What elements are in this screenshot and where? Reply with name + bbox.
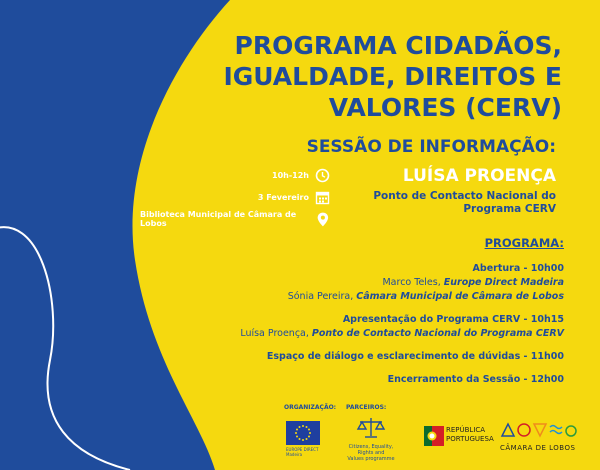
speaker-line-sonia	[144, 290, 564, 304]
speaker-role	[316, 190, 556, 216]
title-line-3: VALORES (CERV)	[328, 93, 562, 122]
footer-logos	[280, 404, 600, 470]
event-date: 3 Fevereiro	[257, 192, 309, 202]
event-time-row	[140, 164, 330, 186]
parceiros-label: PARCEIROS:	[346, 404, 387, 411]
europe-direct-line-1: EUROPE DIRECT	[286, 447, 319, 452]
speaker-luisa-org: Ponto de Contacto Nacional do Programa CERV	[311, 328, 564, 339]
program-item-apresentacao	[144, 313, 564, 341]
program-item-abertura	[144, 262, 564, 304]
event-location: Biblioteca Municipal de Câmara de Lobos	[140, 210, 297, 228]
abertura-heading: Abertura - 10h00	[472, 263, 564, 274]
dialogo-heading: Espaço de diálogo e esclarecimento de dúvidas - 11h00	[266, 351, 564, 362]
program-item-dialogo	[144, 350, 564, 364]
europe-direct-line-2: Madeira	[286, 452, 303, 457]
eu-stars-icon	[286, 421, 320, 445]
camara-de-lobos-logo	[496, 422, 576, 456]
speaker-marco-name: Marco Teles,	[382, 277, 444, 288]
program-title	[222, 30, 562, 123]
eu-flag-logo	[286, 421, 320, 445]
cerv-logo	[342, 416, 400, 466]
speaker-role-line-1: Ponto de Contacto Nacional do	[373, 190, 556, 202]
title-line-2: IGUALDADE, DIREITOS E	[223, 62, 562, 91]
event-location-row	[140, 208, 330, 230]
speaker-line-luisa	[144, 327, 564, 341]
calendar-icon	[315, 190, 330, 205]
scales-of-justice-icon	[356, 416, 386, 440]
camara-shapes-icon	[500, 422, 580, 438]
speaker-role-line-2: Programa CERV	[463, 203, 556, 215]
republica-line-1: REPÚBLICA	[446, 426, 486, 434]
speaker-sonia-name: Sónia Pereira,	[287, 291, 357, 302]
cerv-line-2: Values programme	[347, 456, 395, 462]
title-line-1: PROGRAMA CIDADÃOS,	[234, 31, 562, 60]
program-item-encerramento	[144, 373, 564, 387]
camara-de-lobos-text: CÂMARA DE LOBOS	[500, 444, 576, 452]
republica-line-2: PORTUGUESA	[446, 435, 494, 443]
event-info	[140, 164, 330, 230]
program-list	[144, 262, 564, 396]
apresentacao-heading: Apresentação do Programa CERV - 10h15	[342, 314, 564, 325]
event-time: 10h-12h	[272, 170, 309, 180]
cerv-line-1: Citizens, Equality, Rights and	[348, 444, 394, 456]
encerramento-heading: Encerramento da Sessão - 12h00	[387, 374, 564, 385]
portugal-emblem-icon	[424, 426, 444, 446]
location-pin-icon	[316, 211, 330, 228]
europe-direct-text	[286, 447, 326, 457]
organizacao-label: ORGANIZAÇÃO:	[284, 404, 337, 411]
clock-icon	[315, 168, 330, 183]
speaker-sonia-org: Câmara Municipal de Câmara de Lobos	[356, 291, 564, 302]
speaker-name: LUÍSA PROENÇA	[402, 166, 556, 186]
blue-corner-shape	[0, 0, 230, 470]
event-date-row	[140, 186, 330, 208]
session-heading: SESSÃO DE INFORMAÇÃO:	[306, 137, 556, 157]
republica-text	[446, 426, 494, 444]
speaker-marco-org: Europe Direct Madeira	[443, 277, 564, 288]
republica-portuguesa-logo	[424, 422, 504, 456]
speaker-line-marco	[144, 276, 564, 290]
programa-label: PROGRAMA:	[484, 236, 564, 250]
speaker-luisa-name: Luísa Proença,	[240, 328, 312, 339]
